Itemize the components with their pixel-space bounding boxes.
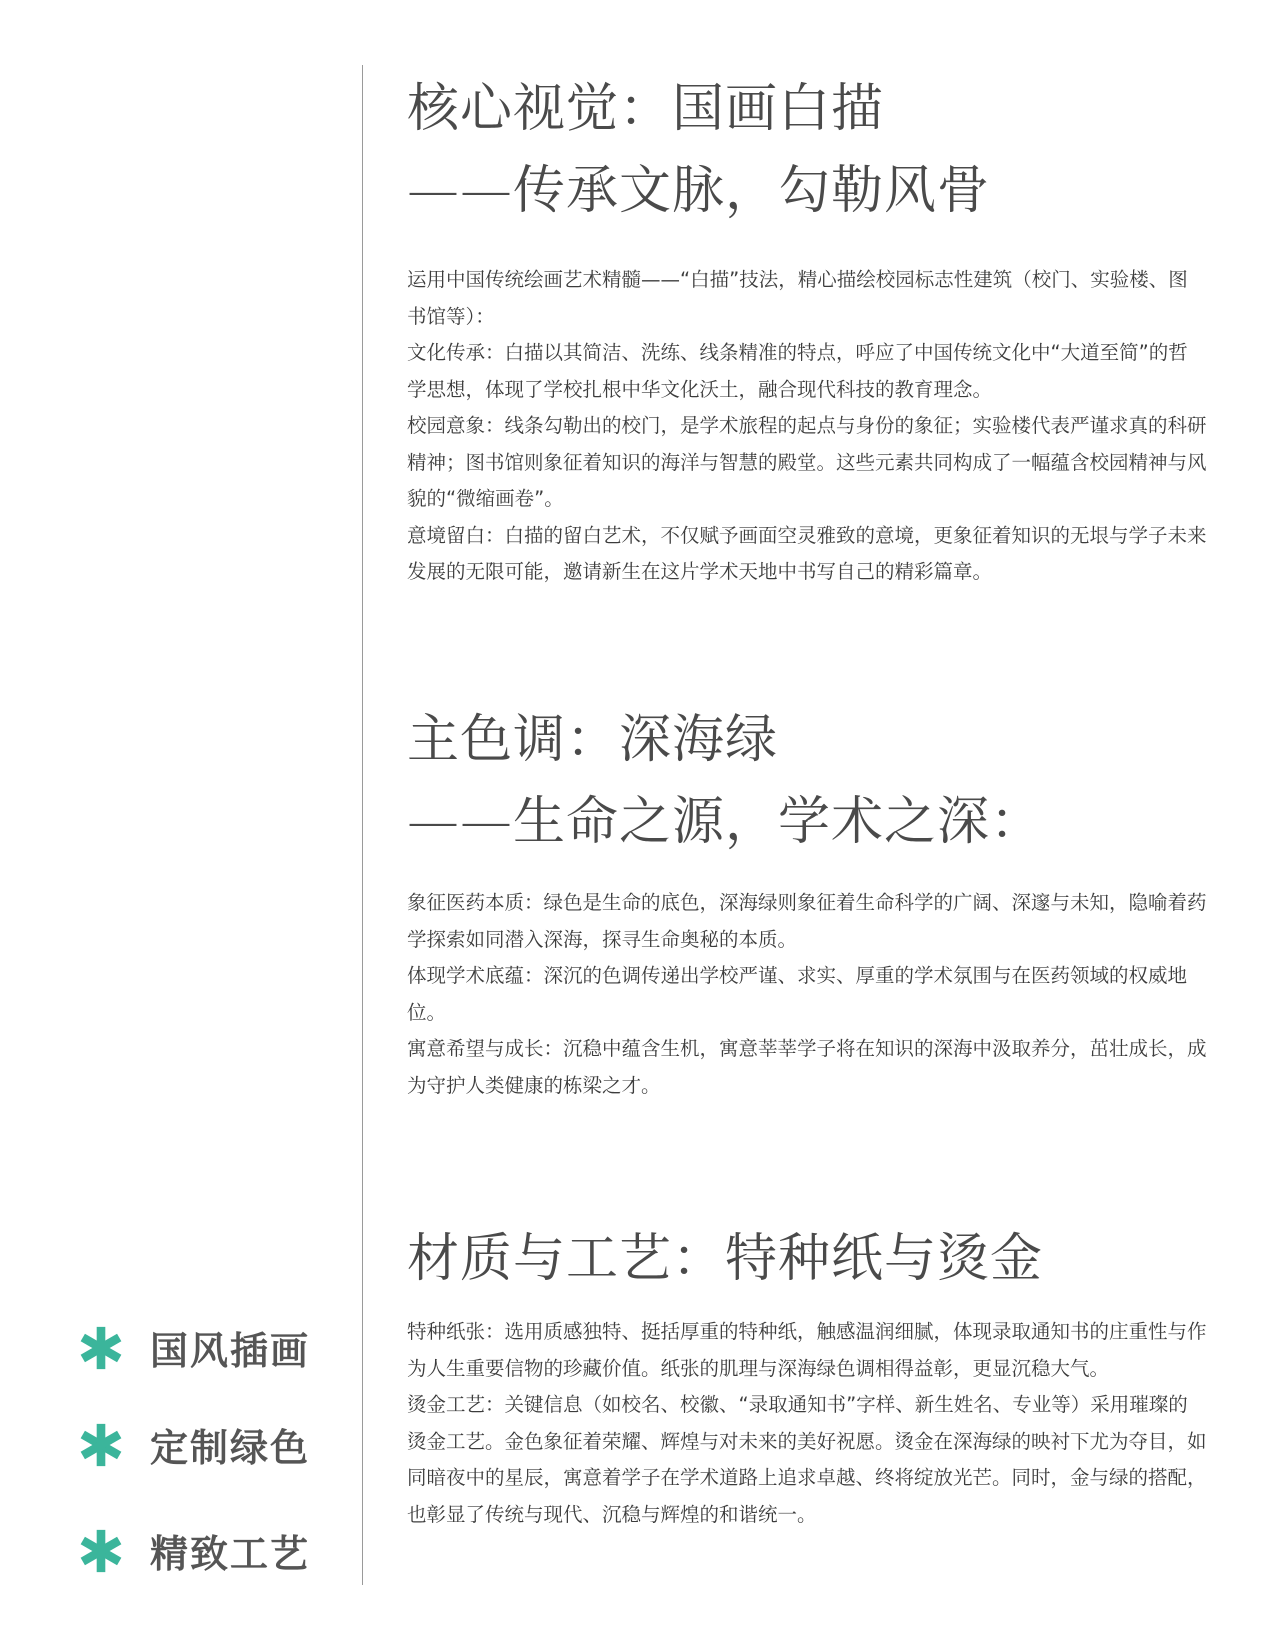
title-line: ——生命之源，学术之深： bbox=[407, 792, 1044, 852]
feature-item bbox=[78, 1417, 310, 1472]
title-line: 材质与工艺：特种纸与烫金 bbox=[407, 1229, 1044, 1289]
section-title bbox=[407, 1218, 1207, 1300]
paragraph: 文化传承：白描以其简洁、洗练、线条精准的特点，呼应了中国传统文化中“大道至简”的哲学思想，体现了学校扎根中华文化沃土，融合现代科技的教育理念。 bbox=[407, 341, 1188, 401]
feature-item bbox=[78, 1523, 310, 1578]
asterisk-icon bbox=[78, 1422, 124, 1468]
feature-item bbox=[78, 1320, 310, 1375]
asterisk-icon bbox=[78, 1325, 124, 1371]
feature-label: 国风插画 bbox=[150, 1329, 311, 1373]
title-line: 主色调：深海绿 bbox=[407, 710, 779, 770]
section-material-craft bbox=[407, 1218, 1207, 1533]
section-main-color bbox=[407, 699, 1207, 1104]
title-line: ——传承文脉，勾勒风骨 bbox=[407, 161, 991, 221]
vertical-divider bbox=[362, 65, 363, 1585]
paragraph: 寓意希望与成长：沉稳中蕴含生机，寓意莘莘学子将在知识的深海中汲取养分，茁壮成长，成为守护人类健康的栋梁之才。 bbox=[407, 1037, 1207, 1097]
asterisk-icon bbox=[78, 1528, 124, 1574]
paragraph: 运用中国传统绘画艺术精髓——“白描”技法，精心描绘校园标志性建筑（校门、实验楼、图书馆等）： bbox=[407, 268, 1188, 328]
paragraph: 体现学术底蕴：深沉的色调传递出学校严谨、求实、厚重的学术氛围与在医药领域的权威地位。 bbox=[407, 964, 1188, 1024]
section-title bbox=[407, 699, 1207, 863]
feature-label: 精致工艺 bbox=[150, 1532, 311, 1576]
section-core-visual bbox=[407, 68, 1207, 591]
title-line: 核心视觉：国画白描 bbox=[407, 79, 885, 139]
section-title bbox=[407, 68, 1207, 232]
paragraph: 象征医药本质：绿色是生命的底色，深海绿则象征着生命科学的广阔、深邃与未知，隐喻着药学探索如同潜入深海，探寻生命奥秘的本质。 bbox=[407, 891, 1207, 951]
paragraph: 特种纸张：选用质感独特、挺括厚重的特种纸，触感温润细腻，体现录取通知书的庄重性与作为人生重要信物的珍藏价值。纸张的肌理与深海绿色调相得益彰，更显沉稳大气。 bbox=[407, 1320, 1207, 1380]
feature-label: 定制绿色 bbox=[150, 1426, 311, 1470]
paragraph: 校园意象：线条勾勒出的校门，是学术旅程的起点与身份的象征；实验楼代表严谨求真的科研精神；图书馆则象征着知识的海洋与智慧的殿堂。这些元素共同构成了一幅蕴含校园精神与风貌的“微缩画卷”。 bbox=[407, 414, 1207, 510]
paragraph: 意境留白：白描的留白艺术，不仅赋予画面空灵雅致的意境，更象征着知识的无垠与学子未来发展的无限可能，邀请新生在这片学术天地中书写自己的精彩篇章。 bbox=[407, 523, 1207, 583]
paragraph: 烫金工艺：关键信息（如校名、校徽、“录取通知书”字样、新生姓名、专业等）采用璀璨的烫金工艺。金色象征着荣耀、辉煌与对未来的美好祝愿。烫金在深海绿的映衬下尤为夺目，如同暗夜中的星辰，寓意着学子在学术道路上追求卓越、终将绽放光芒。同时，金与绿的搭配，也彰显了传统与现代、沉稳与辉煌的和谐统一。 bbox=[407, 1393, 1207, 1526]
